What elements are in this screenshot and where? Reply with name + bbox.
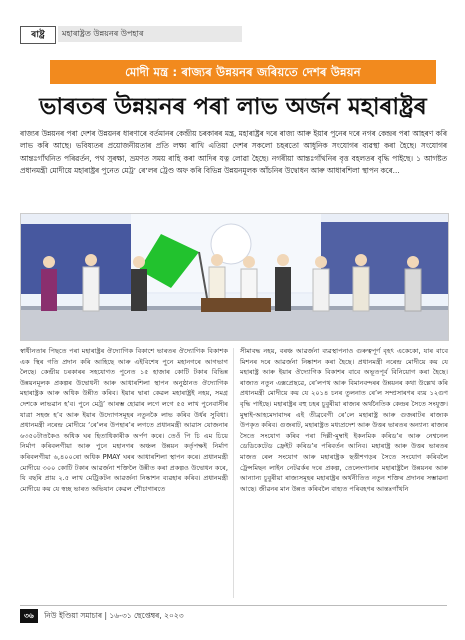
event-photo — [20, 213, 449, 341]
body-left-text: স্বাধীনতাৰ পিছতে পৰা মহাৰাষ্ট্ৰৰ ঔদ্যোগিক বিকাশে ভাৰতৰ ঔদ্যোগিক বিকাশক এক স্থিৰ গতি প্ৰদান কৰি আহিছে আৰু এইবিশেষ পুনে মহানগৰে আগভাগ লৈছে। কেন্দ্ৰীয় চৰকাৰৰ সহযোগত পুনেত ১৫ হাজাৰ কোটি টকাৰ বিভিন্ন উন্নয়নমূলক প্ৰকল্পৰ উদ্বোধনী আৰু আধাৰশিলা স্থাপন অনুষ্ঠানত ঔদ্যোগিক মহাৰাষ্ট্ৰক আৰু অধিক উন্নীত কৰিব। ইয়াৰ দ্বাৰা কেৱল মহাৰাষ্ট্ৰই নহয়, সমগ্ৰ দেশকে লাভৱান হ’ব। পুনে মেট্ৰ’ আৰম্ভ হোৱাৰ লগে লগে ৫৫ লাখ পুনেবাসীৰ যাত্ৰা সহজ হ’ব আৰু ইয়াৰ উদ্যোগসমূহৰ নতুনকৈ লাভ কৰিব উৰ্ধৰ সুবিধা। প্ৰধানমন্ত্ৰী নৰেন্দ্ৰ মোদীয়ে ‘ৰে’লৰ উপহাৰ’ৰ লগতে প্ৰধানমন্ত্ৰী আৱাস যোজনাৰ ৬৩৫০টাতকৈও অধিক ঘৰ হিতাধিকাৰীক অৰ্পণ কৰে। তেওঁ পি চি এম চিয়ে নিৰ্মাণ কৰিবলগীয়া আৰু পুনে মহানগৰ অঞ্চল উন্নয়ন কৰ্তৃপক্ষই নিৰ্মাণ কৰিবলগীয়া ৬,৪০০ৰো অধিক PMAY ঘৰৰ আধাৰশিলা স্থাপন কৰে। প্ৰধানমন্ত্ৰী মোদীয়ে ৩০০ কোটি টকাৰ আৱৰ্জনা শক্তিলৈ উন্নীত কৰা প্ৰকল্পও উদ্বোধন কৰে, যি বছৰি প্ৰায় ২.৫ লাখ মেট্ৰিকটন আৱৰ্জনা নিষ্কাশন ব্যৱহাৰ কৰিব। প্ৰধানমন্ত্ৰী মোদীয়ে কয় যে স্বচ্ছ ভাৰত অভিযান কেৱল শৌচাগাৰতে — [20, 347, 228, 493]
section-subtitle: মহাৰাষ্ট্ৰত উন্নয়নৰ উপহাৰ — [58, 26, 242, 42]
page-footer — [20, 609, 447, 623]
footer-text: নিউ ইণ্ডিয়া সমাচাৰ | ১৬-৩১ ছেপ্তেম্বৰ, ২০২৩ — [44, 611, 184, 620]
page-number: ৩৬ — [20, 609, 38, 623]
kicker-banner: মোদী মন্ত্ৰ : ৰাজ্যৰ উন্নয়নৰ জৰিয়তে দেশৰ উন্নয়ন — [50, 60, 436, 84]
body-column-right — [240, 346, 448, 494]
body-right-text: সীমাবদ্ধ নহয়, বৰঞ্চ আৱৰ্জনা ব্যৱস্থাপনাও গুৰুত্বপূৰ্ণ বৃহৎ একেকো, যাৰ বাবে মিশনৰ দৰে আৱৰ্জনা নিষ্কাশন কৰা হৈছে। প্ৰধানমন্ত্ৰী নৰেন্দ্ৰ মোদীয়ে কয় যে মহাৰাষ্ট্ৰ আৰু ইয়াৰ ঔদ্যোগিক বিকাশৰ বাবে অভূতপূৰ্ব বিনিয়োগ কৰা হৈছে। ৰাজ্যত নতুন এক্সপ্ৰেছৱে, ৰে’লপথ আৰু বিমানবন্দৰৰ উন্নয়নৰ কথা উল্লেখ কৰি প্ৰধানমন্ত্ৰী মোদীয়ে কয় যে ২০১৪ চনৰ তুলনাত ৰে’ল সম্প্ৰসাৰণৰ ব্যয় ১২গুণ বৃদ্ধি পাইছে। মহাৰাষ্ট্ৰৰ বহু চহৰ চুবুৰীয়া ৰাজ্যৰ অৰ্থনৈতিক কেন্দ্ৰৰ সৈতে সংযুক্ত। মুম্বাই-আহমেদাবাদৰ এই তীব্ৰবেগী ৰে’লে মহাৰাষ্ট্ৰ আৰু গুজৰাটৰ ৰাজ্যক উপকৃত কৰিব। গুজৰাট, মহাৰাষ্ট্ৰত মধ্যপ্ৰদেশ আৰু উত্তৰ ভাৰতৰ অন্যান্য ৰাজ্যৰ সৈতে সংযোগ কৰিব পৰা দিল্লী-মুম্বাই ইকনমিক কৰিড’ৰ আৰু নেশ্বনেল ডেডিকেটেড ফ্ৰেইট কৰিড’ৰ পৰিবৰ্তন আনিব। মহাৰাষ্ট্ৰ আৰু উত্তৰ ভাৰতৰ মাজত ৰেল সংযোগ আৰু মহাৰাষ্ট্ৰক ছত্তীশগড়ৰ সৈতে সংযোগ কৰিবলৈ ট্ৰেন্সমিছন লাইন নেটৱৰ্কৰ দৰে প্ৰকল্প, তেলেংগানাৰ মহাৰাষ্ট্ৰলৈ উন্নয়নৰ আৰু আন্যান্য চুবুৰীয়া ৰাজ্যসমূহৰ মহাৰাষ্ট্ৰৰ অৰ্থনীতিত নতুন শক্তিৰ প্ৰদানৰ সম্ভাৱনা আছে। জীৱনৰ মান উন্নত কৰিবলৈ বাহ্যত পৰিবহণৰ আন্তঃগাঁথনি — [240, 347, 448, 493]
intro-paragraph: ৰাজ্যৰ উন্নয়নৰ পৰা দেশৰ উন্নয়নৰ ধাৰণাৰে বৰ্তমানৰ কেন্দ্ৰীয় চৰকাৰৰ মন্ত্ৰ, মহাৰাষ্ট্ৰৰ দৰে ৰাজ্য আৰু ইয়াৰ পুনেৰ দৰে নগৰ কেন্দ্ৰৰ পৰা আহৰণ কৰি লাভ কৰি আছে। ভবিষ্যতৰ প্ৰয়োজনীয়তাৰ প্ৰতি লক্ষ্য ৰাখি এতিয়া দেশৰ সকলো চহৰতো আধুনিক সংযোগৰ ব্যৱস্থা কৰা হৈছে। সংযোগৰ আন্তঃগাঁথনিত পৰিৱৰ্তন, পথ সুৰক্ষা, ভ্ৰমণত সময় ৰাহি কৰা আদিৰ যত্ন লোৱা হৈছে। নগৰীয়া আন্তঃগাঁথনিৰ বৃত্ত বহলতৰ বৃদ্ধি পাইছে। ১ আগষ্টত প্ৰধানমন্ত্ৰী মোদীয়ে মহাৰাষ্ট্ৰৰ পুনেত মেট্ৰ’ ৰে’লৰ ট্ৰেণ্ড অফ কৰি বিভিন্ন উন্নয়নমূলক আঁচনিৰ উদ্বোধন আৰু আধাৰশিলা স্থাপন কৰে... — [20, 129, 447, 175]
event-photo-illustration — [21, 214, 448, 340]
column-divider — [233, 348, 234, 598]
section-tag: ৰাষ্ট্ৰ — [20, 26, 56, 44]
body-column-left — [20, 346, 228, 494]
footer-rule — [20, 605, 447, 606]
page-headline: ভাৰতৰ উন্নয়নৰ পৰা লাভ অৰ্জন মহাৰাষ্ট্ৰৰ — [39, 94, 427, 120]
